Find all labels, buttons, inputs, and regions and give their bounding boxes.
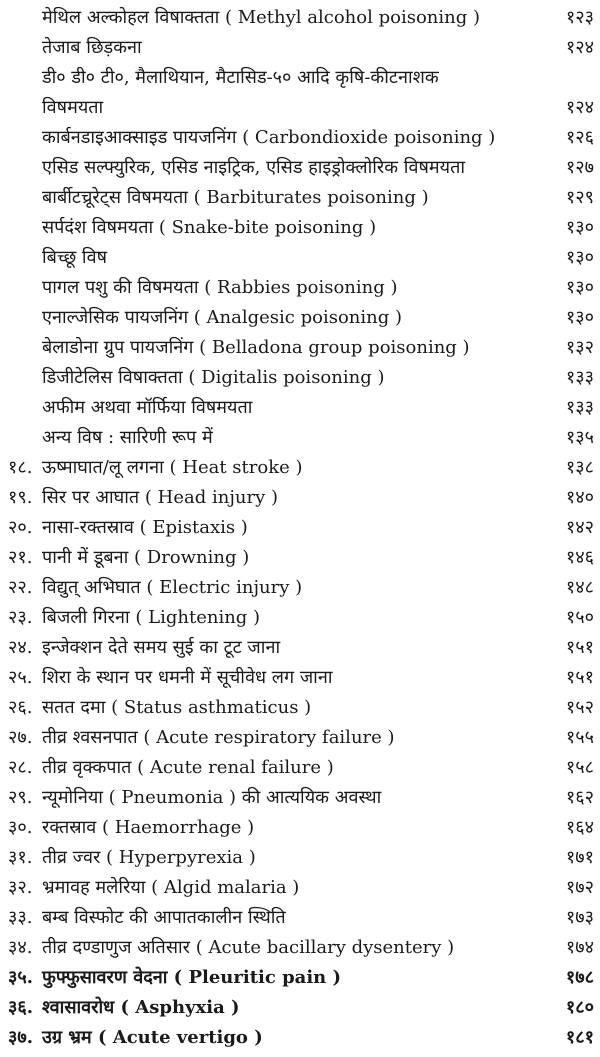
entry-title-text: न्यूमोनिया ( Pneumonia ) की आत्ययिक अवस्था — [42, 787, 382, 808]
entry-title — [42, 963, 341, 993]
entry-title — [42, 153, 465, 183]
entry-title-text: श्वासावरोध ( Asphyxia ) — [42, 997, 240, 1018]
entry-title-text: पानी में डूबना ( Drowning ) — [42, 547, 250, 568]
toc-entry — [0, 843, 600, 873]
entry-page-number: १३८ — [565, 457, 594, 478]
entry-number: २६. — [8, 697, 33, 718]
entry-title-text: शिरा के स्थान पर धमनी में सूचीवेध लग जाना — [42, 667, 333, 688]
entry-page-number: १३३ — [565, 397, 594, 418]
entry-title-text: फुफ्फुसावरण वेदना ( Pleuritic pain ) — [42, 967, 342, 988]
entry-page-number: १६२ — [565, 787, 594, 808]
entry-number: २४. — [8, 637, 33, 658]
entry-page-number: १४८ — [565, 577, 594, 598]
entry-title — [42, 843, 256, 873]
entry-title — [42, 873, 299, 903]
toc-entry — [0, 933, 600, 963]
entry-title — [42, 903, 286, 933]
toc-entry — [0, 603, 600, 633]
entry-title-continuation: विषमयता — [42, 97, 104, 118]
entry-title-text: सिर पर आघात ( Head injury ) — [42, 487, 279, 508]
entry-title — [42, 123, 495, 153]
toc-entry — [0, 1023, 600, 1053]
entry-title-text: एनाल्जेसिक पायजनिंग ( Analgesic poisoning ) — [42, 307, 403, 328]
entry-title-text: तीव्र श्वसनपात ( Acute respiratory failure ) — [42, 727, 395, 748]
toc-entry — [0, 423, 600, 453]
toc-entry — [0, 363, 600, 393]
entry-title — [42, 753, 334, 783]
entry-title — [42, 633, 280, 663]
entry-page-number: १७८ — [565, 967, 594, 988]
entry-page-number: १४२ — [565, 517, 594, 538]
entry-title-text: बेलाडोना ग्रुप पायजनिंग ( Belladona group poisoning ) — [42, 337, 470, 358]
entry-page-number: १३० — [565, 217, 594, 238]
entry-title — [42, 993, 240, 1023]
entry-number: २२. — [8, 577, 33, 598]
entry-title — [42, 33, 142, 63]
entry-page-number: १४० — [565, 487, 594, 508]
entry-title-text: तेजाब छिड़कना — [42, 37, 142, 58]
toc-entry — [0, 483, 600, 513]
entry-page-number: १२६ — [565, 127, 594, 148]
entry-page-number: १८० — [565, 997, 594, 1018]
entry-title-text: भ्रमावह मलेरिया ( Algid malaria ) — [42, 877, 300, 898]
entry-number: १९. — [8, 487, 33, 508]
entry-title — [42, 513, 248, 543]
entry-page-number: १३० — [565, 277, 594, 298]
entry-title — [42, 723, 395, 753]
entry-title-text: तीव्र ज्वर ( Hyperpyrexia ) — [42, 847, 256, 868]
toc-entry — [0, 753, 600, 783]
entry-page-number: १५५ — [565, 727, 594, 748]
entry-page-number: १२३ — [565, 7, 594, 28]
entry-number: ३७. — [8, 1027, 33, 1048]
toc-entry — [0, 633, 600, 663]
entry-title-text: विद्युत् अभिघात ( Electric injury ) — [42, 577, 303, 598]
entry-number: २०. — [8, 517, 33, 538]
entry-page-number: १७१ — [565, 847, 594, 868]
entry-title-text: मेथिल अल्कोहल विषाक्तता ( Methyl alcohol poisoning ) — [42, 7, 480, 28]
toc-entry — [0, 153, 600, 183]
toc-entry — [0, 663, 600, 693]
entry-title — [42, 663, 333, 693]
entry-title-text: उग्र भ्रम ( Acute vertigo ) — [42, 1027, 263, 1048]
entry-title — [42, 333, 470, 363]
entry-page-number: १६४ — [565, 817, 594, 838]
entry-title — [42, 3, 480, 33]
entry-number: १८. — [8, 457, 33, 478]
entry-title — [42, 63, 439, 123]
entry-title-text: ऊष्माघात/लू लगना ( Heat stroke ) — [42, 457, 303, 478]
toc-entry — [0, 873, 600, 903]
toc-entry — [0, 303, 600, 333]
entry-title-text: डी० डी० टी०, मैलाथियान, मैटासिड-५० आदि कृषि-कीटनाशक — [42, 67, 439, 88]
toc-entry — [0, 33, 600, 63]
entry-page-number: १५८ — [565, 757, 594, 778]
toc-entry — [0, 3, 600, 33]
entry-title — [42, 273, 398, 303]
entry-title — [42, 363, 384, 393]
entry-number: २५. — [8, 667, 33, 688]
entry-title — [42, 243, 107, 273]
entry-page-number: १४६ — [565, 547, 594, 568]
entry-page-number: १७४ — [565, 937, 594, 958]
entry-title-text: तीव्र वृक्कपात ( Acute renal failure ) — [42, 757, 334, 778]
toc-entry — [0, 123, 600, 153]
entry-title-text: एसिड सल्फ्युरिक, एसिड नाइट्रिक, एसिड हाइड्रोक्लोरिक विषमयता — [42, 157, 465, 178]
entry-number: २९. — [8, 787, 33, 808]
entry-title-text: अफीम अथवा मॉर्फिया विषमयता — [42, 397, 253, 418]
entry-number: ३०. — [8, 817, 33, 838]
toc-entry — [0, 813, 600, 843]
toc-entry — [0, 183, 600, 213]
entry-number: ३३. — [8, 907, 33, 928]
entry-page-number: १५० — [565, 607, 594, 628]
entry-page-number: १२४ — [565, 37, 594, 58]
toc-entry — [0, 273, 600, 303]
entry-number: २३. — [8, 607, 33, 628]
entry-number: २७. — [8, 727, 33, 748]
entry-page-number: १७२ — [565, 877, 594, 898]
entry-title-text: इन्जेक्शन देते समय सुई का टूट जाना — [42, 637, 281, 658]
toc-entry — [0, 693, 600, 723]
entry-title — [42, 813, 254, 843]
toc-entry — [0, 783, 600, 813]
toc-entry — [0, 453, 600, 483]
entry-title-text: रक्तस्राव ( Haemorrhage ) — [42, 817, 255, 838]
toc-entry — [0, 723, 600, 753]
toc-entry — [0, 543, 600, 573]
entry-page-number: १२९ — [565, 187, 594, 208]
entry-title-text: बम्ब विस्फोट की आपातकालीन स्थिति — [42, 907, 286, 928]
entry-page-number: १८१ — [565, 1027, 594, 1048]
toc-entry — [0, 573, 600, 603]
entry-page-number: १२४ — [565, 97, 594, 118]
entry-title-text: सतत दमा ( Status asthmaticus ) — [42, 697, 312, 718]
entry-page-number: १३२ — [565, 337, 594, 358]
entry-title-text: सर्पदंश विषमयता ( Snake-bite poisoning ) — [42, 217, 377, 238]
entry-title — [42, 393, 252, 423]
entry-number: ३४. — [8, 937, 33, 958]
entry-title-text: कार्बनडाइआक्साइड पायजनिंग ( Carbondioxide poisoning ) — [42, 127, 496, 148]
entry-number: २१. — [8, 547, 33, 568]
entry-title — [42, 693, 311, 723]
entry-number: ३२. — [8, 877, 33, 898]
entry-title — [42, 933, 454, 963]
entry-title — [42, 213, 376, 243]
entry-title-text: बिजली गिरना ( Lightening ) — [42, 607, 261, 628]
table-of-contents — [0, 3, 600, 1053]
entry-number: २८. — [8, 757, 33, 778]
entry-page-number: १५१ — [565, 667, 594, 688]
toc-entry — [0, 213, 600, 243]
toc-entry — [0, 513, 600, 543]
toc-entry — [0, 903, 600, 933]
toc-entry — [0, 243, 600, 273]
entry-title-text: नासा-रक्तस्राव ( Epistaxis ) — [42, 517, 248, 538]
entry-title — [42, 603, 260, 633]
entry-title — [42, 423, 213, 453]
entry-title-text: अन्य विष : सारिणी रूप में — [42, 427, 213, 448]
entry-title-text: पागल पशु की विषमयता ( Rabbies poisoning ) — [42, 277, 398, 298]
entry-title — [42, 453, 303, 483]
toc-entry — [0, 993, 600, 1023]
entry-title-text: तीव्र दण्डाणुज अतिसार ( Acute bacillary dysentery ) — [42, 937, 455, 958]
toc-entry — [0, 393, 600, 423]
entry-number: ३१. — [8, 847, 33, 868]
entry-title-text: बिच्छू विष — [42, 247, 107, 268]
entry-title — [42, 543, 249, 573]
entry-page-number: १७३ — [565, 907, 594, 928]
entry-page-number: १३५ — [565, 427, 594, 448]
entry-title — [42, 573, 302, 603]
toc-entry — [0, 63, 600, 123]
entry-title — [42, 183, 429, 213]
entry-title — [42, 1023, 263, 1053]
entry-page-number: १२७ — [565, 157, 594, 178]
entry-title — [42, 483, 278, 513]
entry-page-number: १३० — [565, 307, 594, 328]
entry-title-text: बार्बीटच्रूरेट्स विषमयता ( Barbiturates poisoning ) — [42, 187, 429, 208]
entry-page-number: १३३ — [565, 367, 594, 388]
toc-entry — [0, 963, 600, 993]
entry-title-text: डिजीटेलिस विषाक्तता ( Digitalis poisoning ) — [42, 367, 385, 388]
entry-page-number: १३० — [565, 247, 594, 268]
entry-number: ३६. — [8, 997, 33, 1018]
entry-page-number: १५१ — [565, 637, 594, 658]
toc-entry — [0, 333, 600, 363]
entry-page-number: १५२ — [565, 697, 594, 718]
entry-title — [42, 303, 402, 333]
entry-number: ३५. — [8, 967, 33, 988]
entry-title — [42, 783, 381, 813]
